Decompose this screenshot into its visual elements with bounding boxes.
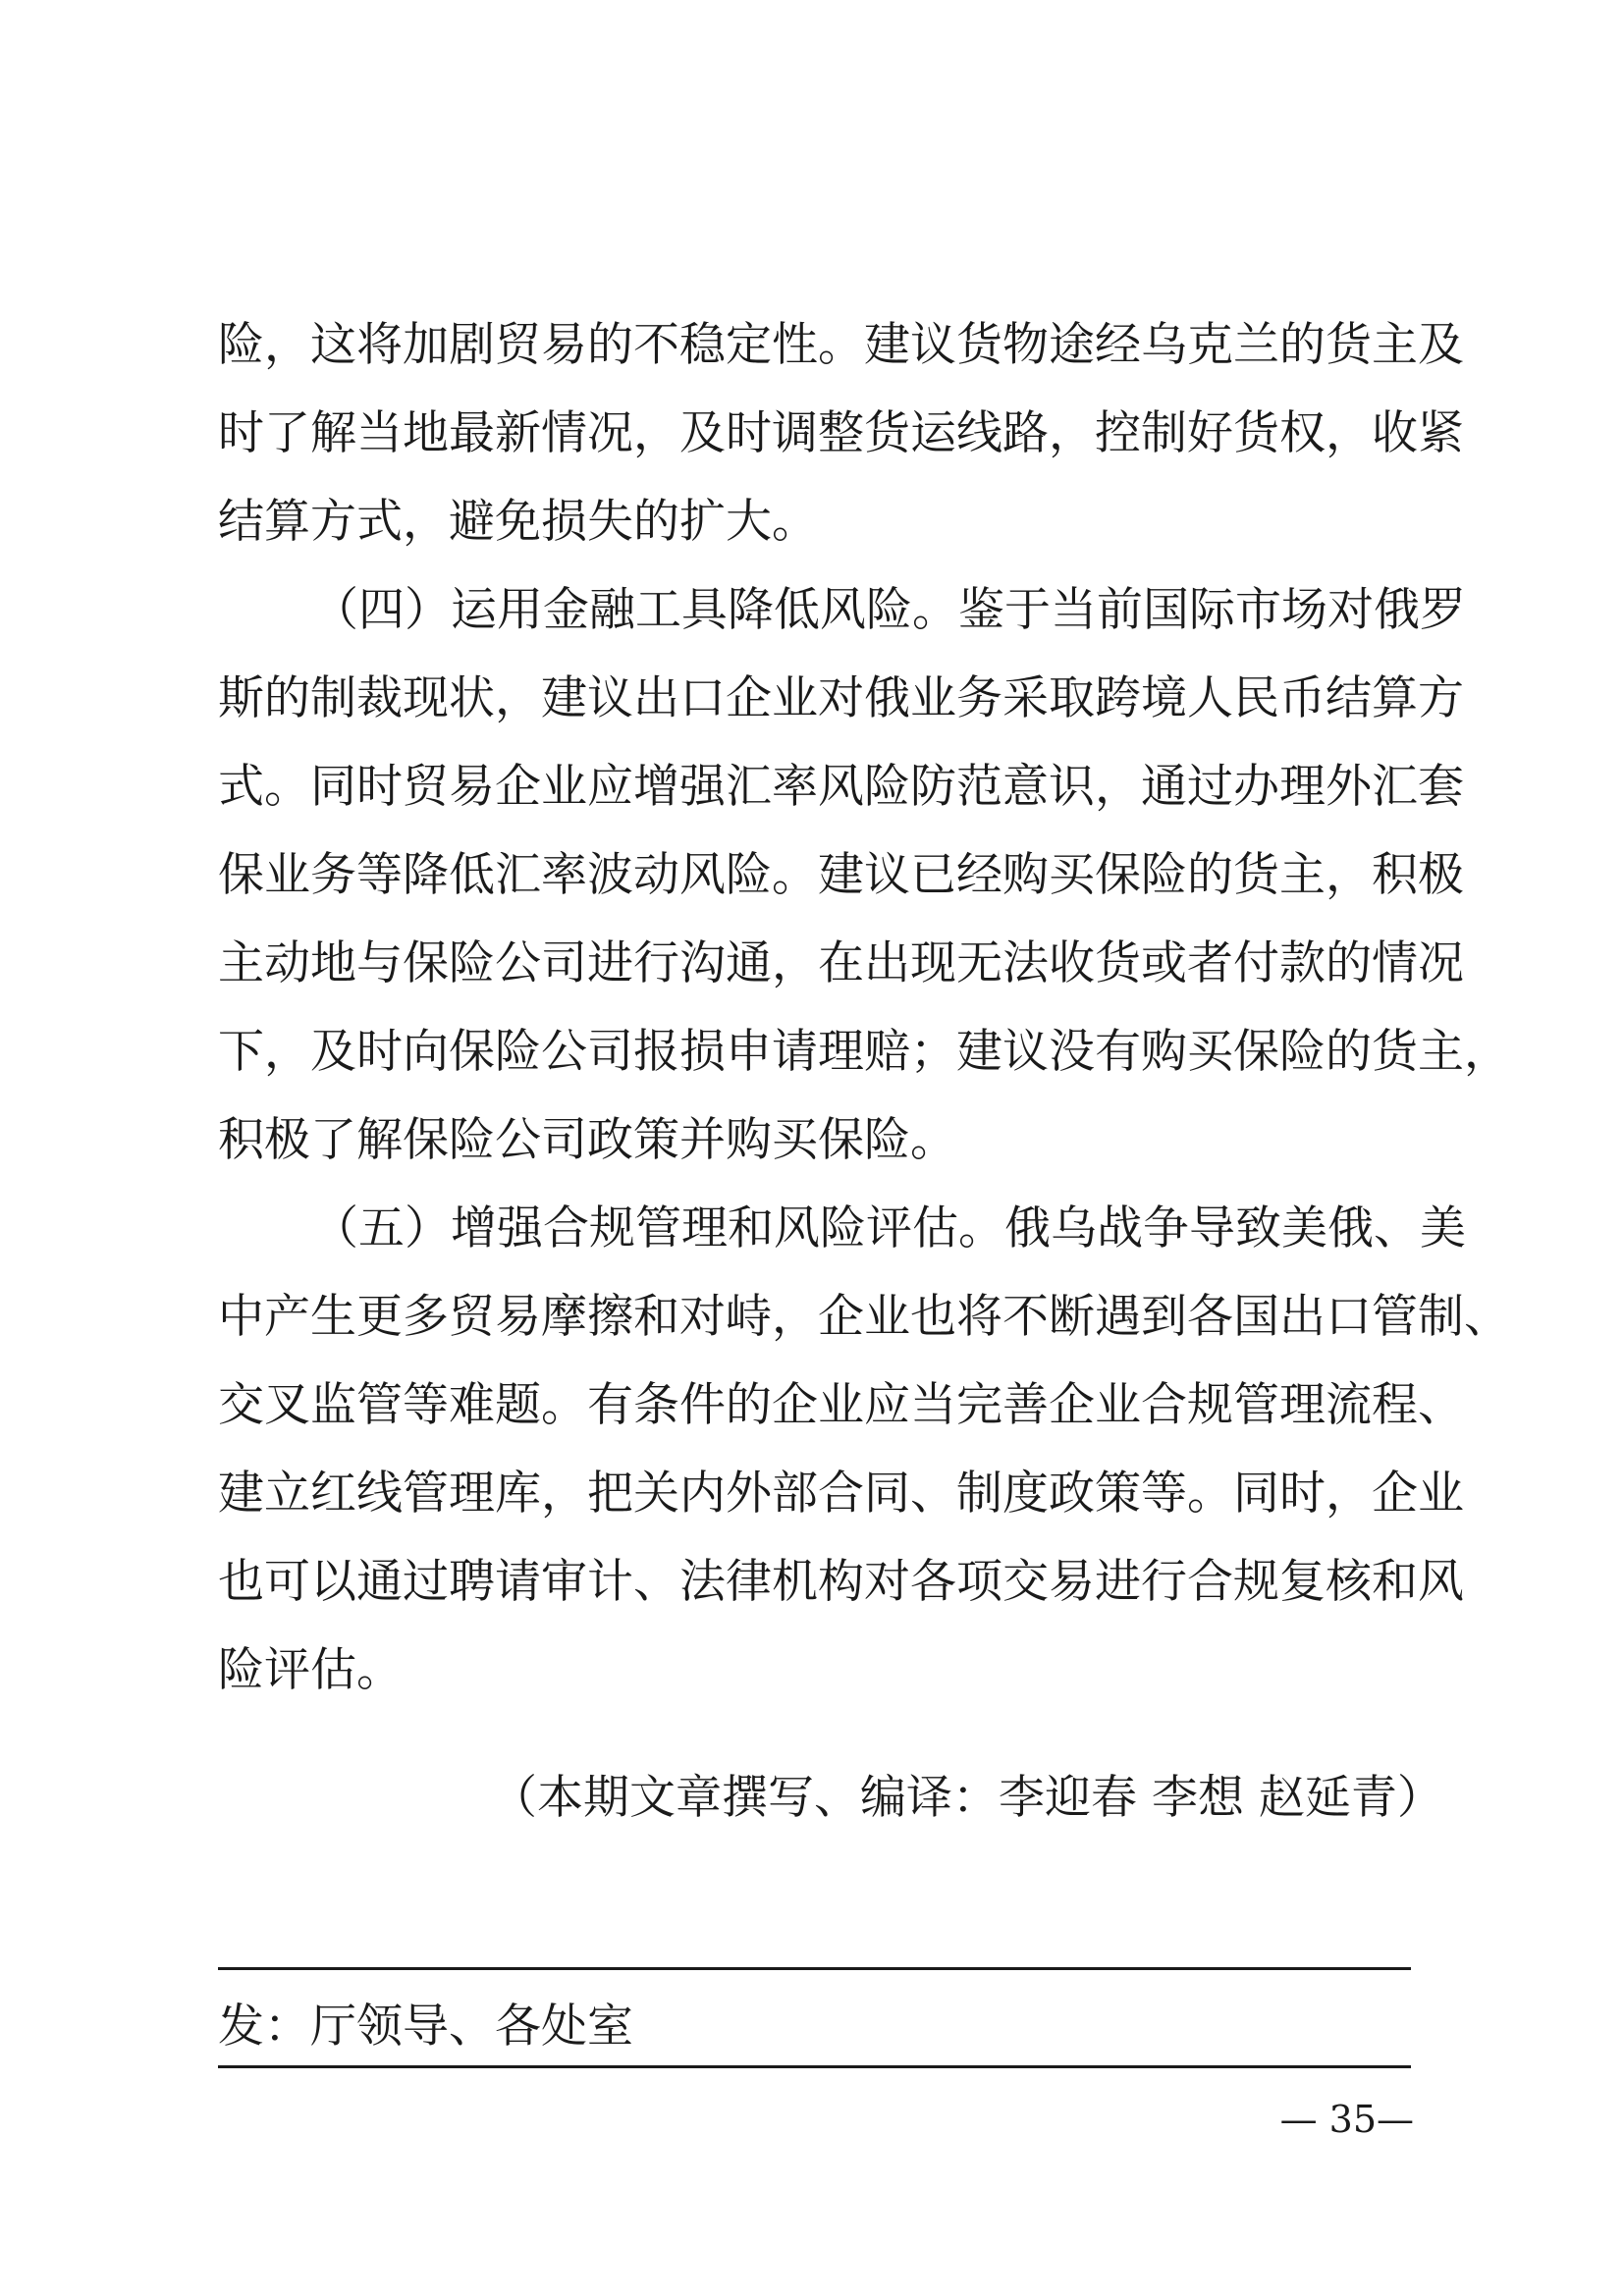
body-line-10: 积极了解保险公司政策并购买保险。 xyxy=(218,1113,956,1167)
body-line-6: 式。同时贸易企业应增强汇率风险防范意识，通过办理外汇套 xyxy=(218,760,1464,814)
body-line-2: 时了解当地最新情况，及时调整货运线路，控制好货权，收紧 xyxy=(218,406,1464,460)
body-line-5: 斯的制裁现状，建议出口企业对俄业务采取跨境人民币结算方 xyxy=(218,671,1464,725)
body-line-15: 也可以通过聘请审计、法律机构对各项交易进行合规复核和风 xyxy=(218,1555,1464,1609)
page-number: — 35— xyxy=(1279,2098,1414,2141)
body-line-13: 交叉监管等难题。有条件的企业应当完善企业合规管理流程、 xyxy=(218,1378,1464,1432)
body-line-14: 建立红线管理库，把关内外部合同、制度政策等。同时，企业 xyxy=(218,1467,1464,1521)
section-heading-4: （四）运用金融工具降低风险。鉴于当前国际市场对俄罗 xyxy=(312,583,1466,637)
body-line-16: 险评估。 xyxy=(218,1643,403,1697)
bottom-divider xyxy=(218,2065,1411,2068)
top-divider xyxy=(218,1967,1411,1970)
body-line-8: 主动地与保险公司进行沟通，在出现无法收货或者付款的情况 xyxy=(218,936,1464,990)
body-line-9: 下，及时向保险公司报损申请理赔；建议没有购买保险的货主， xyxy=(218,1025,1510,1079)
body-line-12: 中产生更多贸易摩擦和对峙，企业也将不断遇到各国出口管制、 xyxy=(218,1290,1510,1344)
article-credit: （本期文章撰写、编译：李迎春 李想 赵延青） xyxy=(491,1771,1443,1825)
body-line-7: 保业务等降低汇率波动风险。建议已经购买保险的货主，积极 xyxy=(218,848,1464,902)
body-line-3: 结算方式，避免损失的扩大。 xyxy=(218,495,818,549)
body-line-1: 险，这将加剧贸易的不稳定性。建议货物途经乌克兰的货主及 xyxy=(218,318,1464,372)
section-heading-5: （五）增强合规管理和风险评估。俄乌战争导致美俄、美 xyxy=(312,1201,1466,1255)
distribution-line: 发：厅领导、各处室 xyxy=(218,2000,633,2054)
